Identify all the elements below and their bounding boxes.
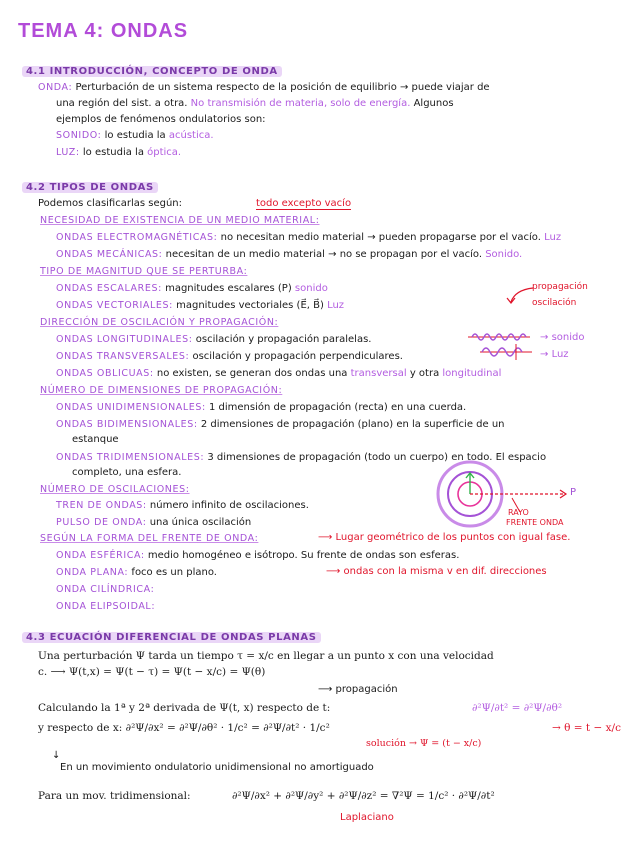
transversal-example: → Luz xyxy=(540,349,569,360)
laplaciano-label: Laplaciano xyxy=(340,812,394,823)
oscilacion-label: oscilación xyxy=(532,298,577,308)
criterio-dimensiones: NÚMERO DE DIMENSIONES DE PROPAGACIÓN: xyxy=(40,385,283,396)
perturbacion-line: Una perturbación Ψ tarda un tiempo τ = x/c en llegar a un punto x con una velocidad xyxy=(38,650,494,662)
onda-definition-line2: una región del sist. a otra. No transmisión de materia, solo de energía. Algunos xyxy=(56,98,454,109)
onda-definition-line3: ejemplos de fenómenos ondulatorios son: xyxy=(56,114,266,125)
frente-definicion: ⟶ Lugar geométrico de los puntos con igual fase. xyxy=(318,532,571,543)
luz-example: LUZ: lo estudia la óptica. xyxy=(56,147,182,158)
longitudinal-example: → sonido xyxy=(540,332,585,343)
tridimensional-label: Para un mov. tridimensional: xyxy=(38,790,191,802)
onda-definition-line1: ONDA: Perturbación de un sistema respecto de la posición de equilibrio → puede viajar de xyxy=(38,82,490,93)
pulso-de-onda: PULSO DE ONDA: una única oscilación xyxy=(56,517,252,528)
ondas-longitudinales: ONDAS LONGITUDINALES: oscilación y propagación paralelas. xyxy=(56,334,372,345)
page-title: TEMA 4: ONDAS xyxy=(18,20,189,42)
bidimensionales-cont: estanque xyxy=(72,434,119,445)
point-p-label: P xyxy=(570,487,577,498)
propagacion-label: propagación xyxy=(532,282,588,292)
medio-note: todo excepto vacío xyxy=(256,198,352,209)
criterio-forma-frente: SEGÚN LA FORMA DEL FRENTE DE ONDA: xyxy=(40,533,259,544)
section-heading-4-1: 4.1 INTRODUCCIÓN, CONCEPTO DE ONDA xyxy=(22,66,282,77)
ondas-electromagneticas: ONDAS ELECTROMAGNÉTICAS: no necesitan medio material → pueden propagarse por el vacío. Luz xyxy=(56,232,562,243)
ondas-escalares: ONDAS ESCALARES: magnitudes escalares (P) sonido xyxy=(56,283,328,294)
ondas-transversales: ONDAS TRANSVERSALES: oscilación y propagación perpendiculares. xyxy=(56,351,403,362)
criterio-oscilaciones: NÚMERO DE OSCILACIONES: xyxy=(40,484,190,495)
derivada-x-eq: y respecto de x: ∂²Ψ/∂x² = ∂²Ψ/∂θ² · 1/c² = ∂²Ψ/∂t² · 1/c² xyxy=(38,722,330,734)
ondas-vectoriales: ONDAS VECTORIALES: magnitudes vectoriales (E⃗, B⃗) Luz xyxy=(56,300,345,311)
propagacion-note: ⟶ propagación xyxy=(318,684,398,695)
onda-plana: ONDA PLANA: foco es un plano. xyxy=(56,567,217,578)
criterio-medio: NECESIDAD DE EXISTENCIA DE UN MEDIO MATERIAL: xyxy=(40,215,320,226)
tren-de-ondas: TREN DE ONDAS: número infinito de oscilaciones. xyxy=(56,500,309,511)
criterio-direccion: DIRECCIÓN DE OSCILACIÓN Y PROPAGACIÓN: xyxy=(40,317,279,328)
movimiento-unidimensional: En un movimiento ondulatorio unidimensional no amortiguado xyxy=(60,762,374,773)
ondas-oblicuas: ONDAS OBLICUAS: no existen, se generan dos ondas una transversal y otra longitudinal xyxy=(56,368,502,379)
ondas-bidimensionales: ONDAS BIDIMENSIONALES: 2 dimensiones de propagación (plano) en la superficie de un xyxy=(56,419,505,430)
clasificacion-intro: Podemos clasificarlas según: xyxy=(38,198,183,209)
onda-elipsoidal: ONDA ELIPSOIDAL: xyxy=(56,601,156,612)
ondas-unidimensionales: ONDAS UNIDIMENSIONALES: 1 dimensión de propagación (recta) en una cuerda. xyxy=(56,402,467,413)
theta-definition: → θ = t − x/c xyxy=(552,722,621,734)
frente-onda-label: FRENTE ONDA xyxy=(506,518,564,527)
solucion-eq: solución → Ψ = (t − x/c) xyxy=(366,738,482,749)
perturbacion-eq: c. ⟶ Ψ(t,x) = Ψ(t − τ) = Ψ(t − x/c) = Ψ(θ) xyxy=(38,666,266,678)
transversal-wave-icon xyxy=(480,342,536,362)
ondas-tridimensionales: ONDAS TRIDIMENSIONALES: 3 dimensiones de propagación (todo un cuerpo) en todo. El espacio xyxy=(56,452,547,463)
section-heading-4-3: 4.3 ECUACIÓN DIFERENCIAL DE ONDAS PLANAS xyxy=(22,632,321,643)
onda-plana-note: ⟶ ondas con la misma v en dif. direcciones xyxy=(326,566,547,577)
derivada-line: Calculando la 1ª y 2ª derivada de Ψ(t, x) respecto de t: xyxy=(38,702,331,714)
section-heading-4-2: 4.2 TIPOS DE ONDAS xyxy=(22,182,158,193)
onda-esferica: ONDA ESFÉRICA: medio homogéneo e isótropo. Su frente de ondas son esferas. xyxy=(56,550,460,561)
prop-osc-arrows xyxy=(505,284,535,306)
onda-cilindrica: ONDA CILÍNDRICA: xyxy=(56,584,155,595)
tridimensionales-cont: completo, una esfera. xyxy=(72,467,182,478)
derivada-t-eq: ∂²Ψ/∂t² = ∂²Ψ/∂θ² xyxy=(472,702,563,714)
tridimensional-eq: ∂²Ψ/∂x² + ∂²Ψ/∂y² + ∂²Ψ/∂z² = ∇²Ψ = 1/c² · ∂²Ψ/∂t² xyxy=(232,790,495,802)
ondas-mecanicas: ONDAS MECÁNICAS: necesitan de un medio material → no se propagan por el vacío. Sonido. xyxy=(56,249,523,260)
unidimensional-note: ↓ xyxy=(52,750,61,761)
sonido-example: SONIDO: lo estudia la acústica. xyxy=(56,130,214,141)
criterio-magnitud: TIPO DE MAGNITUD QUE SE PERTURBA: xyxy=(40,266,248,277)
rayo-label: RAYO xyxy=(508,508,529,517)
